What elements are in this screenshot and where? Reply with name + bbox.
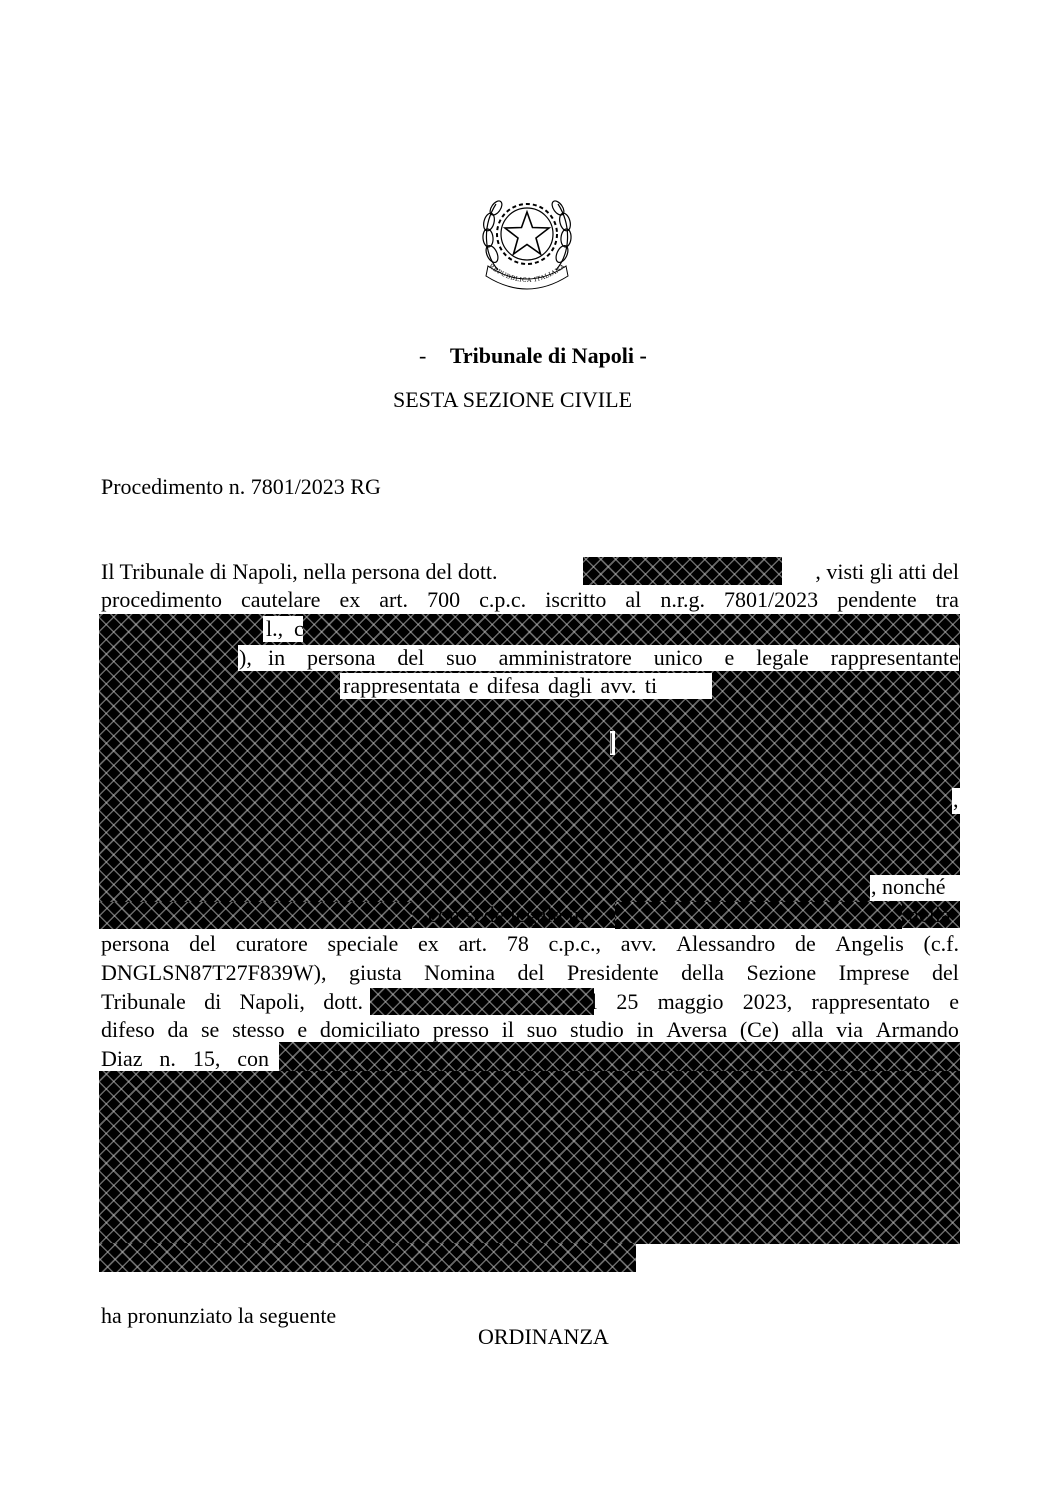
redaction-address [615,902,902,929]
body-line-13: persona del curatore speciale ex art. 78 c.p.c., avv. Alessandro de Angelis (c.f. [101,931,959,956]
redaction-judge-name [583,557,782,585]
text-3b: c [294,616,304,641]
body-line-15a: Tribunale di Napoli, dott. [101,989,363,1014]
text-5: rappresentata e difesa dagli avv. ti [343,673,658,698]
case-number: Procedimento n. 7801/2023 RG [101,474,381,499]
text-12a: con sede legale in [428,902,585,927]
text-4a: ), [239,645,252,670]
text-6-mark: | [609,729,614,754]
body-line-17: Diaz n. 15, con [101,1046,269,1071]
court-title-text: Tribunale di Napoli - [449,343,647,368]
text-8-mark: , [953,787,959,812]
redaction-block-counterparty-b [99,1071,960,1244]
emblem-ribbon-text: REPUBBLICA ITALIANA [487,262,567,285]
text-1b: , visti gli atti del [815,559,959,584]
body-line-1 [101,557,959,586]
body-line-16: difeso da se stesso e domiciliato presso il suo studio in Aversa (Ce) alla via Armando [101,1017,959,1042]
body-line-2: procedimento cautelare ex art. 700 c.p.c. iscritto al n.r.g. 7801/2023 pendente tra [101,587,959,612]
court-title [419,341,647,370]
redaction-block-counterparty-a [279,1042,960,1072]
body-line-14: DNGLSN87T27F839W), giusta Nomina del Presidente della Sezione Imprese del [101,960,959,985]
redaction-block-counterparty-c [99,1243,636,1272]
redaction-company [99,902,412,929]
section-title: SESTA SEZIONE CIVILE [393,387,633,412]
text-4b: in persona del suo amministratore unico e legale rappresentante [268,645,959,670]
pronounce-line: ha pronunziato la seguente [101,1303,337,1328]
court-title-prefix: - [419,343,427,368]
redaction-president-name [370,988,594,1015]
text-3a: l., [266,616,284,641]
emblem-icon [478,184,576,294]
text-11: , nonché [871,874,946,899]
body-line-15b: l 25 maggio 2023, rappresentato e [591,989,959,1014]
text-1a: Il Tribunale di Napoli, nella persona del dott. [101,559,498,584]
ordinanza-title: ORDINANZA [478,1324,609,1349]
text-12b: nella [908,902,951,927]
